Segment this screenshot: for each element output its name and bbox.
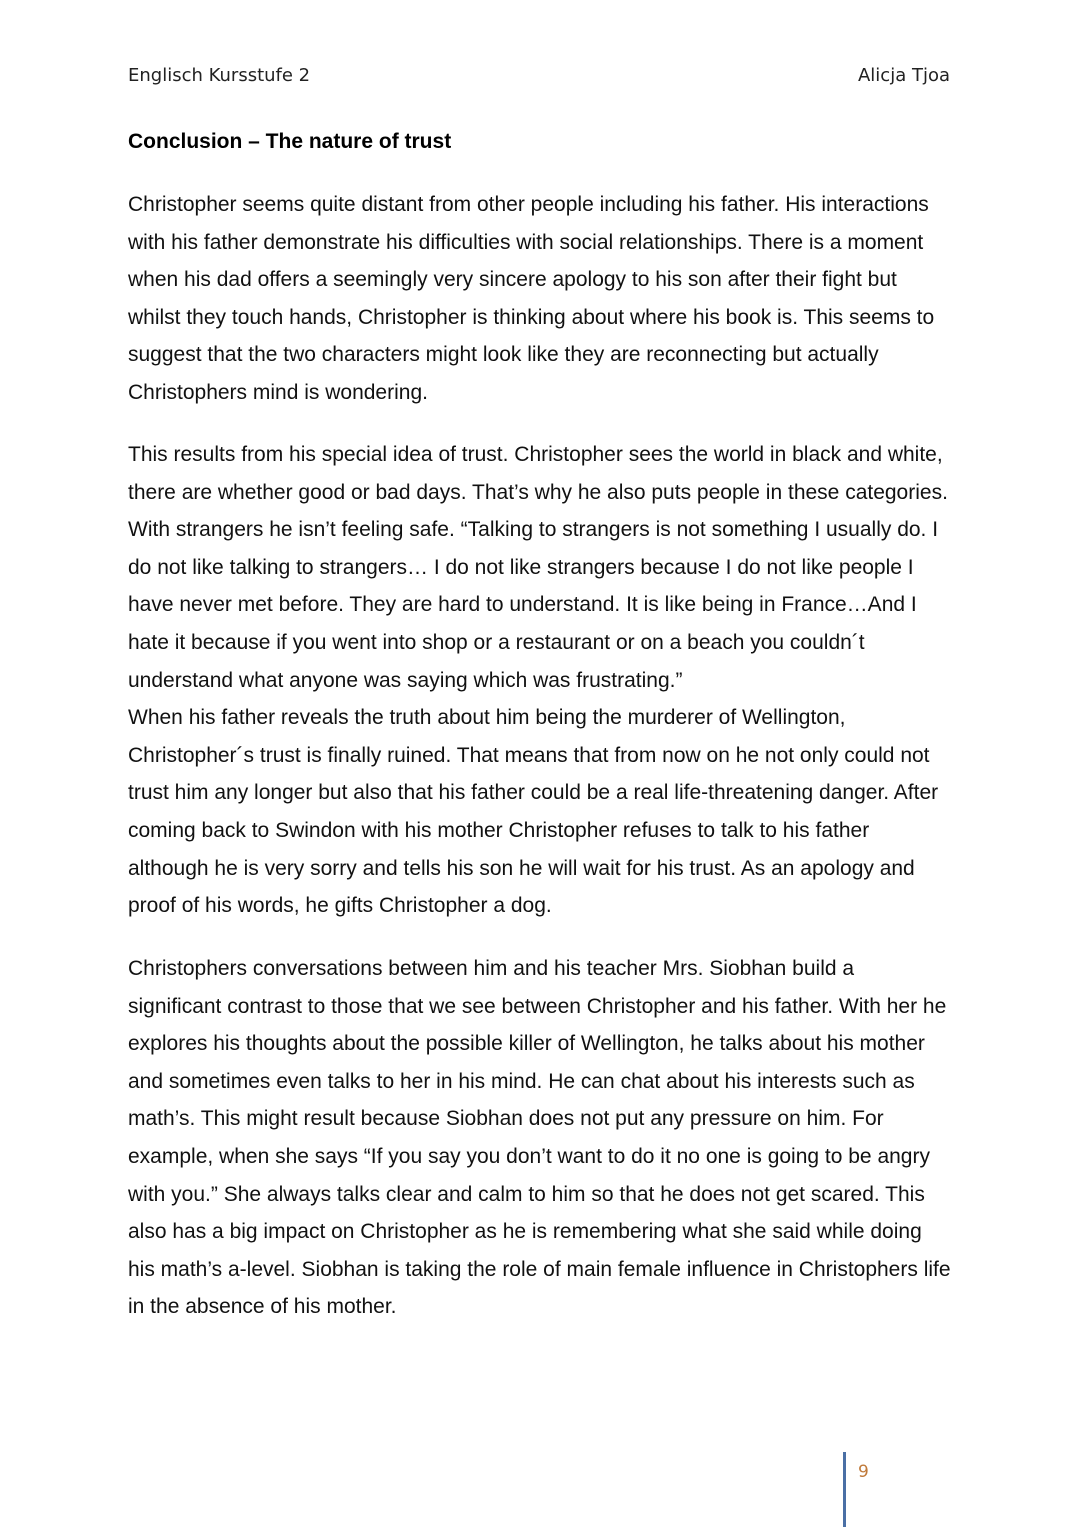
header-course: Englisch Kursstufe 2 [128,65,311,86]
paragraph-3 [128,950,953,1326]
paragraph-2 [128,436,953,925]
page-number: 9 [858,1462,869,1482]
paragraph-text: Christopher seems quite distant from other people including his father. His interactions with his father demonstrate his difficulties with social relationships. There is a moment when his dad offers a seemingly very sincere apology to his son after their fight but whilst they touch hands, Christopher is thinking about where his book is. This seems to suggest that the two characters might look like they are reconnecting but actually Christophers mind is wondering. [128,193,935,404]
paragraph-text: When his father reveals the truth about him being the murderer of Wellington, Christopher´s trust is finally ruined. That means that from now on he not only could not trust him any longer but also that his father could be a real life-threatening danger. After coming back to Swindon with his mother Christopher refuses to talk to his father although he is very sorry and tells his son he will wait for his trust. As an apology and proof of his words, he gifts Christopher a dog. [128,706,939,918]
section-title: Conclusion – The nature of trust [128,130,452,153]
page-number-rule [843,1452,846,1527]
paragraph-text: This results from his special idea of trust. Christopher sees the world in black and white, there are whether good or bad days. That’s why he also puts people in these categories. With strangers he isn’t feeling safe. “Talking to strangers is not something I usually do. I do not like talking to strangers… I do not like strangers because I do not like people I have never met before. They are hard to understand. It is like being in France…And I hate it because if you went into shop or a restaurant or on a beach you couldn´t understand what anyone was saying which was frustrating.” [128,443,948,692]
page-footer [843,1452,883,1527]
paragraph-1 [128,186,953,412]
header-author: Alicja Tjoa [857,65,950,86]
paragraph-text: Christophers conversations between him and his teacher Mrs. Siobhan build a significant contrast to those that we see between Christopher and his father. With her he explores his thoughts about the possible killer of Wellington, he talks about his mother and sometimes even talks to her in his mind. He can chat about his interests such as math’s. This might result because Siobhan does not put any pressure on him. For example, when she says “If you say you don’t want to do it no one is going to be angry with you.” She always talks clear and calm to him so that he does not get scared. This also has a big impact on Christopher as he is remembering what she said while doing his math’s a-level. Siobhan is taking the role of main female influence in Christophers life in the absence of his mother. [128,957,951,1319]
